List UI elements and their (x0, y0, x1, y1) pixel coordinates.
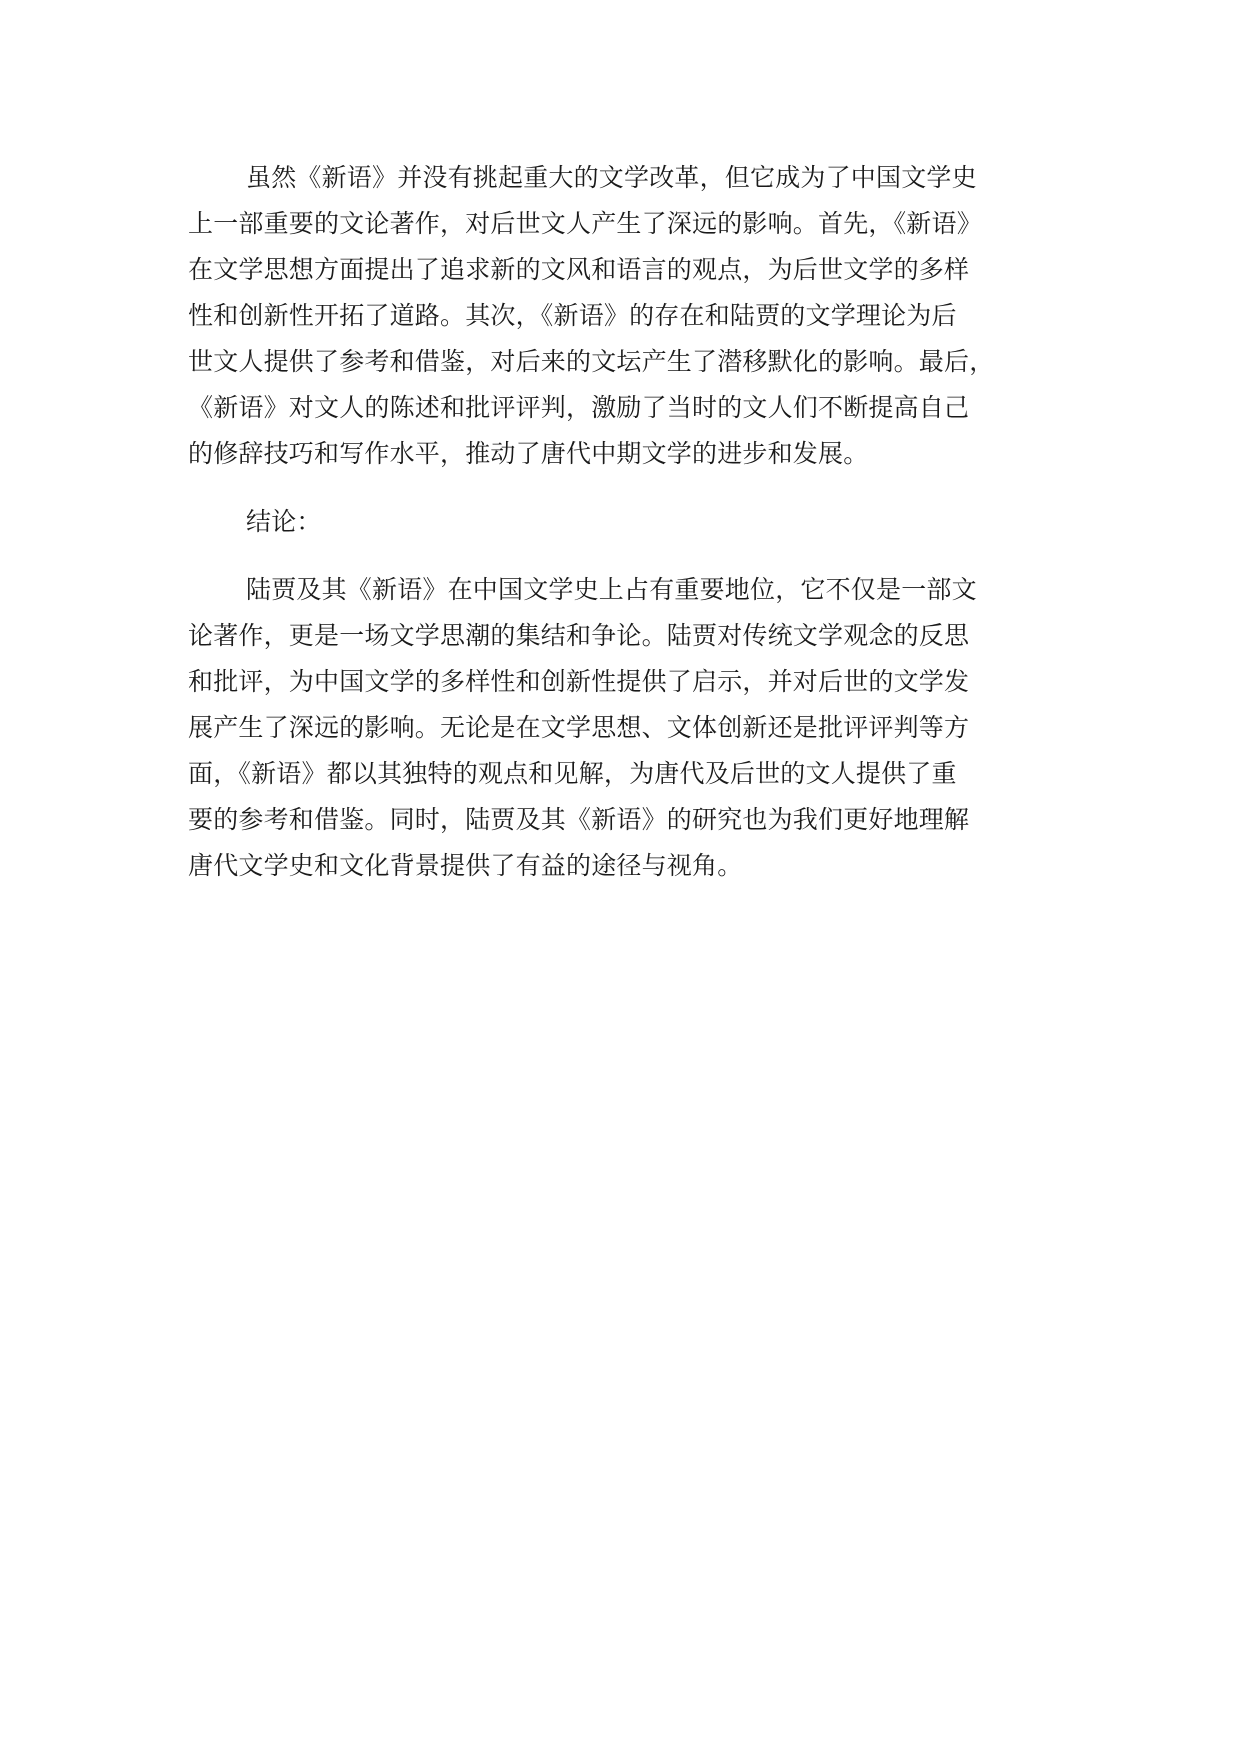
text-line: 结论： (246, 507, 322, 536)
text-line: 陆贾及其《新语》在中国文学史上占有重要地位，它不仅是一部文 (246, 575, 977, 604)
text-line: 虽然《新语》并没有挑起重大的文学改革，但它成为了中国文学史 (246, 163, 977, 192)
text-line: 展产生了深远的影响。无论是在文学思想、文体创新还是批评评判等方 (188, 713, 970, 742)
text-line: 性和创新性开拓了道路。其次，《新语》的存在和陆贾的文学理论为后 (188, 301, 957, 330)
text-line: 要的参考和借鉴。同时，陆贾及其《新语》的研究也为我们更好地理解 (188, 805, 970, 834)
text-line: 和批评，为中国文学的多样性和创新性提供了启示，并对后世的文学发 (188, 667, 970, 696)
text-line: 世文人提供了参考和借鉴，对后来的文坛产生了潜移默化的影响。最后， (188, 347, 995, 376)
text-line: 唐代文学史和文化背景提供了有益的途径与视角。 (188, 851, 743, 880)
paragraph-influence (188, 155, 1088, 477)
text-line: 《新语》对文人的陈述和批评评判，激励了当时的文人们不断提高自己 (188, 393, 970, 422)
section-heading-conclusion (188, 499, 1088, 545)
paragraph-conclusion (188, 567, 1088, 889)
document-body (188, 155, 1088, 911)
text-line: 在文学思想方面提出了追求新的文风和语言的观点，为后世文学的多样 (188, 255, 970, 284)
text-line: 的修辞技巧和写作水平，推动了唐代中期文学的进步和发展。 (188, 439, 869, 468)
text-line: 论著作，更是一场文学思潮的集结和争论。陆贾对传统文学观念的反思 (188, 621, 970, 650)
text-line: 上一部重要的文论著作，对后世文人产生了深远的影响。首先，《新语》 (188, 209, 982, 238)
text-line: 面，《新语》都以其独特的观点和见解，为唐代及后世的文人提供了重 (188, 759, 957, 788)
